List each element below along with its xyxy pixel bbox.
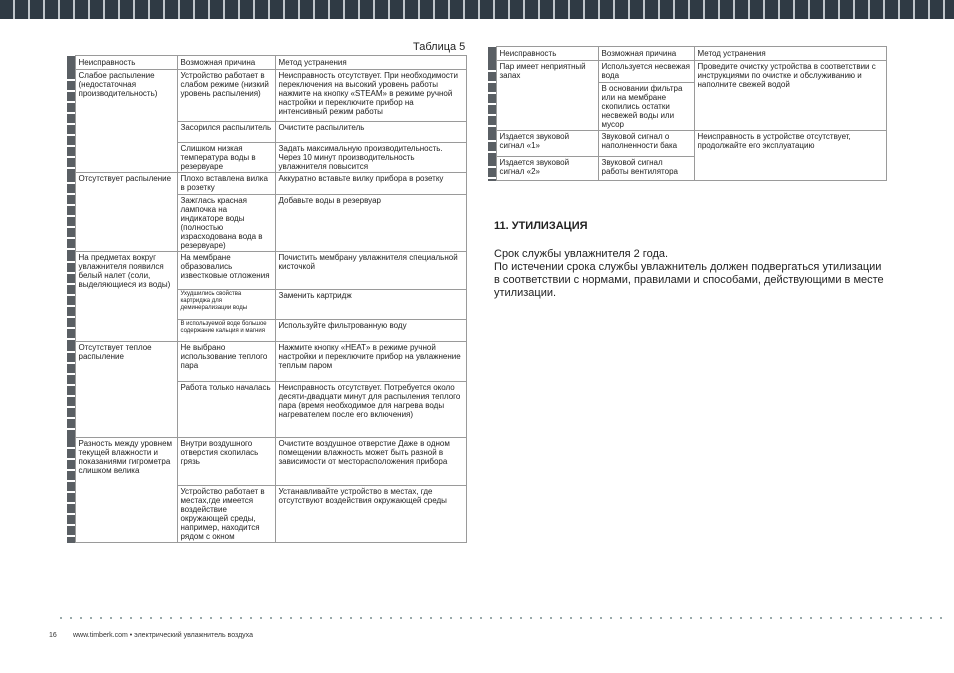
fix-cell: Очистите распылитель [275,122,466,143]
cause-cell: Звуковой сигнал работы вентилятора [598,157,694,181]
troubleshooting-table [67,55,467,543]
fault-cell: Отсутствует распыление [75,173,177,252]
fault-cell: На предметах вокруг увлажнителя появился белый налет (соли, выделяющиеся из воды) [75,252,177,342]
fix-cell: Неисправность в устройстве отсутствует, продолжайте его эксплуатацию [694,131,886,181]
row-stripe [67,173,75,252]
table-row [67,70,466,122]
row-stripe [488,61,496,131]
row-stripe [488,131,496,157]
fix-cell: Неисправность отсутствует. Потребуется около десяти-двадцати минут для распыления теплого пара (время необходимое для нагрева воды нагревателем после его включения) [275,382,466,438]
cause-cell: Не выбрано использование теплого пара [177,342,275,382]
table-row [488,131,886,157]
cause-cell: Устройство работает в слабом режиме (низкий уровень распыления) [177,70,275,122]
cause-cell: Звуковой сигнал о наполненности бака [598,131,694,157]
footer-divider [60,617,950,619]
table-caption: Таблица 5 [413,41,466,53]
cause-cell: В используемой воде большое содержание кальция и магния [177,320,275,342]
table-row [488,61,886,83]
footer-text: www.timberk.com • электрический увлажнитель воздуха [73,632,253,639]
fix-cell: Проведите очистку устройства в соответствии с инструкциями по очистке и обслуживанию и наполните свежей водой [694,61,886,131]
row-stripe [67,342,75,438]
header-fault: Неисправность [75,56,177,70]
table-row [67,252,466,290]
table-row [67,438,466,486]
header-fix: Метод устранения [275,56,466,70]
fault-cell: Пар имеет неприятный запах [496,61,598,131]
header-stripe [488,47,496,61]
fault-cell: Отсутствует теплое распыление [75,342,177,438]
header-fix: Метод устранения [694,47,886,61]
table-row [67,342,466,382]
fix-cell: Используйте фильтрованную воду [275,320,466,342]
cause-cell: Устройство работает в местах,где имеется воздействие окружающей среды, например, находится рядом с окном [177,486,275,543]
cause-cell: Используется несвежая вода [598,61,694,83]
fix-cell: Неисправность отсутствует. При необходимости переключения на высокий уровень работы нажмите на кнопку «STEAM» в режиме ручной настройки и переключите прибор на интенсивный режим работы [275,70,466,122]
row-stripe [67,70,75,173]
cause-cell: Ухудшились свойства картриджа для деминерализации воды [177,290,275,320]
cause-cell: Слишком низкая температура воды в резервуаре [177,143,275,173]
fix-cell: Задать максимальную производительность. Через 10 минут производительность увлажнителя повысится [275,143,466,173]
header-stripe [67,56,75,70]
cause-cell: На мембране образовались известковые отложения [177,252,275,290]
table-row [67,173,466,195]
fix-cell: Заменить картридж [275,290,466,320]
cause-cell: Работа только началась [177,382,275,438]
fix-cell: Добавьте воды в резервуар [275,195,466,252]
header-fault: Неисправность [496,47,598,61]
fault-cell: Слабое распыление (недостаточная производительность) [75,70,177,173]
cause-cell: Зажглась красная лампочка на индикаторе воды (полностью израсходована вода в резервуаре) [177,195,275,252]
troubleshooting-table-continued [488,46,887,181]
top-decor-bar [0,0,954,19]
section-text: Срок службы увлажнителя 2 года. По истечении срока службы увлажнитель должен подвергаться утилизации в соответствии с нормами, правилами и способами, действующими в месте утилизации. [494,248,884,299]
row-stripe [67,252,75,342]
header-cause: Возможная причина [598,47,694,61]
fault-cell: Издается звуковой сигнал «1» [496,131,598,157]
row-stripe [67,438,75,543]
fault-cell: Разность между уровнем текущей влажности и показаниями гигрометра слишком велика [75,438,177,543]
cause-cell: Внутри воздушного отверстия скопилась грязь [177,438,275,486]
cause-cell: Засорился распылитель [177,122,275,143]
fix-cell: Очистите воздушное отверстие Даже в одном помещении влажность может быть разной в зависимости от месторасположения прибора [275,438,466,486]
fix-cell: Аккуратно вставьте вилку прибора в розетку [275,173,466,195]
fault-cell: Издается звуковой сигнал «2» [496,157,598,181]
row-stripe [488,157,496,181]
table-header-row [67,56,466,70]
section-title: 11. УТИЛИЗАЦИЯ [494,220,588,232]
cause-cell: Плохо вставлена вилка в розетку [177,173,275,195]
fix-cell: Устанавливайте устройство в местах, где отсутствуют воздействия окружающей среды [275,486,466,543]
page-number: 16 [49,632,57,639]
fix-cell: Нажмите кнопку «HEAT» в режиме ручной настройки и переключите прибор на увлажнение теплым паром [275,342,466,382]
header-cause: Возможная причина [177,56,275,70]
table-header-row [488,47,886,61]
fix-cell: Почистить мембрану увлажнителя специальной кисточкой [275,252,466,290]
cause-cell: В основании фильтра или на мембране скопились остатки несвежей воды или мусор [598,83,694,131]
